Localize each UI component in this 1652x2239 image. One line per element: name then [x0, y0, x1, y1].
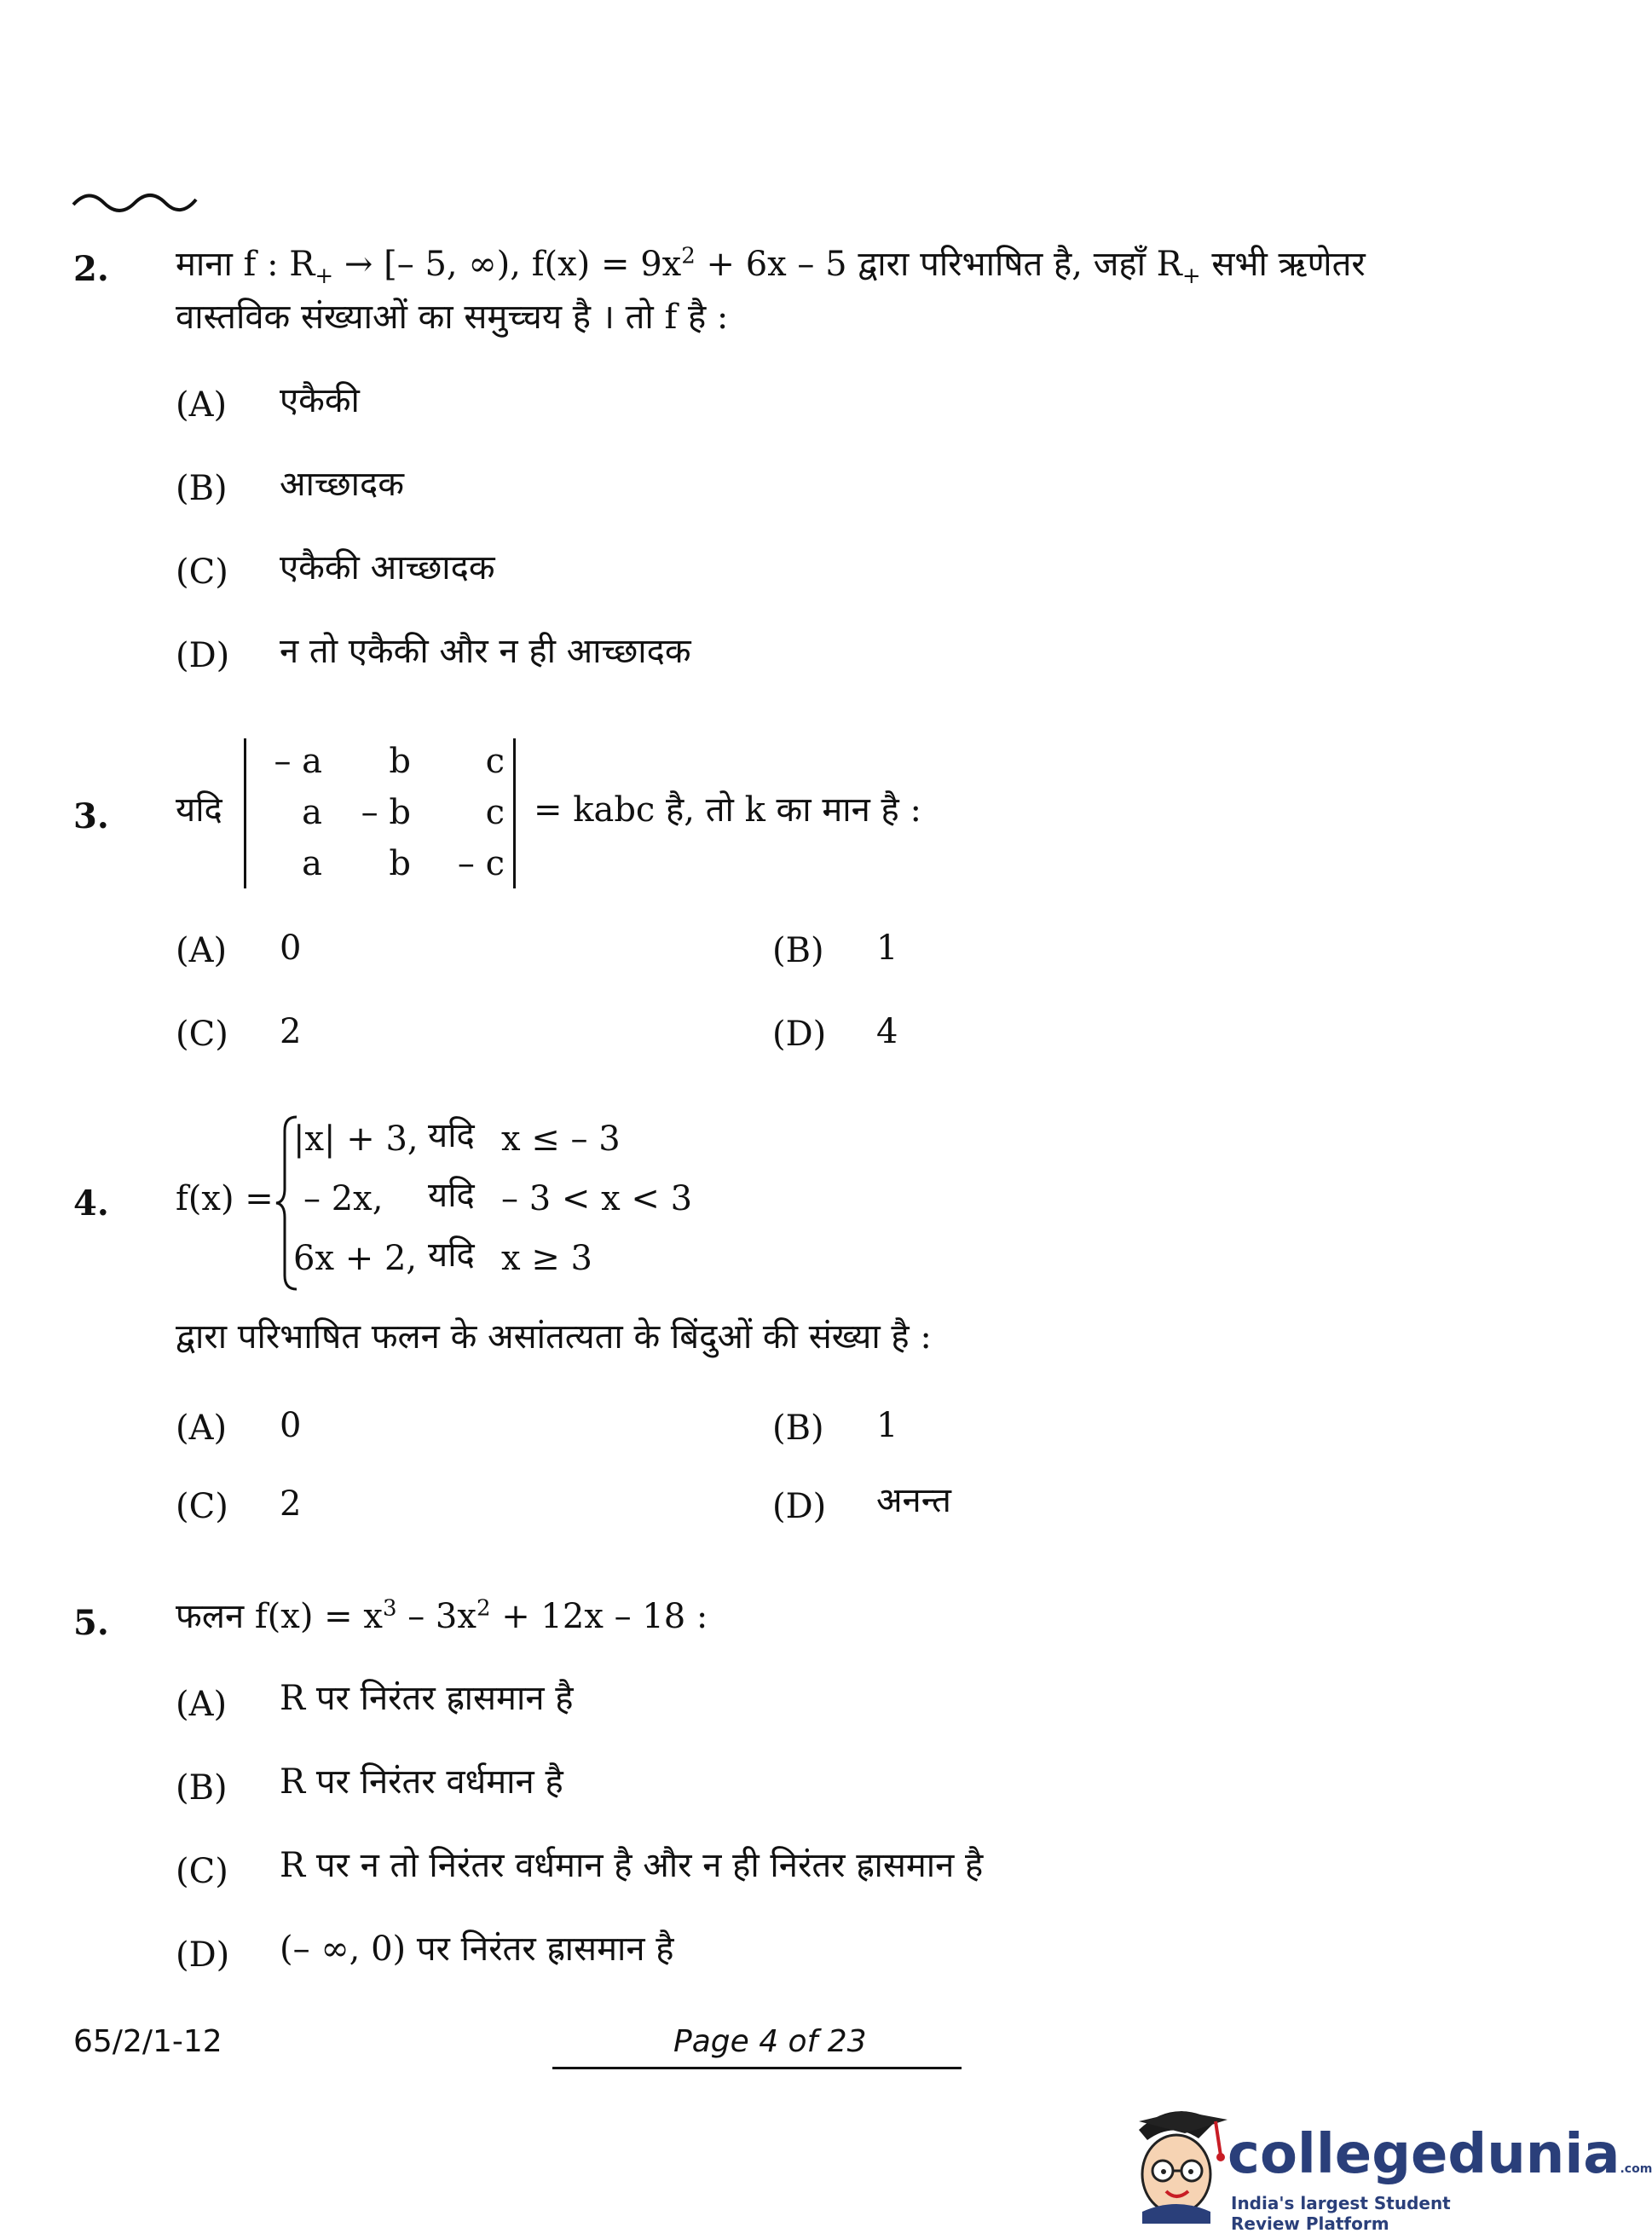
brand-tagline: India's largest Student Review Platform	[1231, 2193, 1451, 2234]
q2-sub-plus-1: +	[315, 263, 334, 289]
brand-name: collegedunia	[1227, 2123, 1620, 2186]
q5-option-a-label: (A)	[176, 1685, 228, 1724]
q4-option-b-text: 1	[876, 1406, 898, 1445]
q4-case-3-expr: 6x + 2,	[293, 1239, 418, 1278]
q5-option-c-text: R पर न तो निरंतर वर्धमान है और न ही निरंतर ह्रासमान है	[280, 1846, 984, 1885]
matrix-cell-1-2: b	[389, 742, 411, 781]
matrix-cell-2-3: c	[485, 793, 505, 832]
q4-case-1-word: यदि	[428, 1116, 475, 1155]
student-mascot-icon	[1122, 2096, 1233, 2224]
q4-option-b-label: (B)	[772, 1409, 824, 1448]
question-5-stem	[176, 1595, 708, 1636]
q3-option-d-text: 4	[876, 1012, 898, 1051]
q2-option-a-text: एकैकी	[280, 381, 360, 420]
q2-option-d-text: न तो एकैकी और न ही आच्छादक	[280, 632, 691, 671]
q4-case-3-word: यदि	[428, 1235, 475, 1275]
q3-prefix: यदि	[176, 790, 222, 830]
q2-sub-plus-2: +	[1181, 263, 1201, 289]
question-2-stem-line1	[176, 243, 1366, 289]
question-2-stem-line2: वास्तविक संख्याओं का समुच्चय है । तो f है :	[176, 298, 729, 337]
matrix-cell-3-2: b	[389, 844, 411, 883]
q5-sup-2: 2	[476, 1595, 491, 1622]
q2-text-a: माना f : R	[176, 245, 315, 284]
q2-text-b: → [– 5, ∞), f(x) = 9x	[333, 245, 682, 284]
q2-option-b-text: आच्छादक	[280, 465, 404, 504]
q2-text-c: + 6x – 5 द्वारा परिभाषित है, जहाँ R	[695, 245, 1182, 284]
page-number-underline	[552, 2067, 962, 2069]
q5-option-d-label: (D)	[176, 1935, 230, 1975]
determinant-left-bar	[244, 738, 246, 888]
q2-option-c-label: (C)	[176, 553, 228, 592]
q5-option-c-label: (C)	[176, 1852, 228, 1891]
matrix-cell-2-1: a	[302, 793, 322, 832]
q5-option-b-label: (B)	[176, 1768, 228, 1808]
matrix-cell-1-3: c	[485, 742, 505, 781]
q4-option-a-text: 0	[280, 1406, 302, 1445]
q4-option-c-label: (C)	[176, 1487, 228, 1526]
q5-text-b: – 3x	[396, 1597, 477, 1636]
q3-option-c-text: 2	[280, 1012, 302, 1051]
wave-ornament	[72, 188, 199, 213]
q4-case-1-expr: |x| + 3,	[293, 1120, 419, 1159]
q2-option-c-text: एकैकी आच्छादक	[280, 548, 495, 587]
q5-option-a-text: R पर निरंतर ह्रासमान है	[280, 1679, 574, 1718]
q5-sup-3: 3	[382, 1595, 397, 1622]
q2-text-d: सभी ऋणेतर	[1200, 245, 1366, 284]
q4-option-a-label: (A)	[176, 1409, 228, 1448]
determinant	[244, 738, 517, 888]
q4-statement: द्वारा परिभाषित फलन के असांतत्यता के बिंदुओं की संख्या है :	[176, 1317, 932, 1357]
q4-case-2-cond: – 3 < x < 3	[501, 1179, 693, 1218]
q2-option-b-label: (B)	[176, 469, 228, 508]
q4-case-1-cond: x ≤ – 3	[501, 1120, 621, 1159]
q3-option-d-label: (D)	[772, 1015, 827, 1054]
q3-option-a-label: (A)	[176, 931, 228, 970]
question-number-4: 4.	[73, 1183, 109, 1224]
q2-sup-2: 2	[681, 243, 696, 269]
q3-option-c-label: (C)	[176, 1015, 228, 1054]
q3-option-b-text: 1	[876, 929, 898, 968]
paper-code: 65/2/1-12	[73, 2024, 222, 2059]
q4-case-3-cond: x ≥ 3	[501, 1239, 592, 1278]
q3-option-b-label: (B)	[772, 931, 824, 970]
question-number-5: 5.	[73, 1603, 109, 1643]
q5-text-a: फलन f(x) = x	[176, 1597, 383, 1636]
q2-option-d-label: (D)	[176, 636, 230, 675]
matrix-cell-3-3: – c	[457, 844, 505, 883]
q5-text-c: + 12x – 18 :	[490, 1597, 708, 1636]
collegedunia-wordmark	[1227, 2123, 1652, 2186]
determinant-right-bar	[513, 738, 516, 888]
q5-option-b-text: R पर निरंतर वर्धमान है	[280, 1762, 563, 1802]
q2-option-a-label: (A)	[176, 385, 228, 425]
matrix-cell-1-1: – a	[274, 742, 322, 781]
brand-suffix: .com	[1620, 2162, 1652, 2176]
question-number-2: 2.	[73, 249, 109, 289]
q3-suffix: = kabc है, तो k का मान है :	[534, 790, 921, 830]
q4-option-c-text: 2	[280, 1484, 302, 1524]
q4-case-2-word: यदि	[428, 1176, 475, 1215]
question-number-3: 3.	[73, 796, 109, 836]
q5-option-d-text: (– ∞, 0) पर निरंतर ह्रासमान है	[280, 1929, 674, 1969]
q3-option-a-text: 0	[280, 929, 302, 968]
q4-case-2-expr: – 2x,	[303, 1179, 384, 1218]
matrix-cell-2-2: – b	[361, 793, 411, 832]
q4-lhs: f(x) =	[176, 1179, 274, 1218]
page-number: Page 4 of 23	[673, 2024, 867, 2059]
q4-option-d-text: अनन्त	[876, 1481, 951, 1520]
q4-option-d-label: (D)	[772, 1487, 827, 1526]
matrix-cell-3-1: a	[302, 844, 322, 883]
